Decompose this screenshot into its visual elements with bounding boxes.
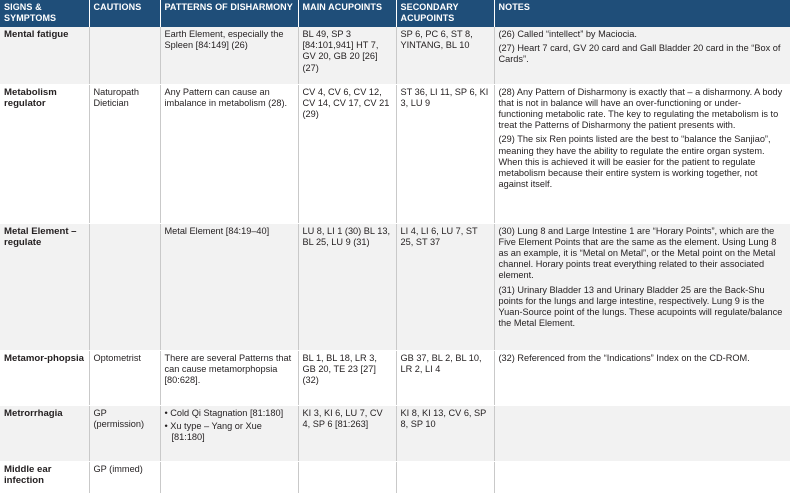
- table-row: [0, 405, 790, 461]
- secondary-acupoints-cell: [396, 461, 494, 493]
- sign-cell: Metabolism regulator: [0, 84, 89, 223]
- patterns-cell: [160, 84, 298, 223]
- header-main-acupoints: MAIN ACUPOINTS: [298, 0, 396, 27]
- table-row: [0, 84, 790, 223]
- caution-cell: [89, 223, 160, 350]
- patterns-cell: [160, 405, 298, 461]
- notes-cell: [494, 405, 790, 461]
- caution-cell: GP (permission): [89, 405, 160, 461]
- sign-cell: Metamor-phopsia: [0, 350, 89, 405]
- secondary-acupoints-cell: SP 6, PC 6, ST 8, YINTANG, BL 10: [396, 27, 494, 84]
- note-text: (29) The six Ren points listed are the best to “balance the Sanjiao”, meaning they have the ability to regulate the entire organ system. When this is achieved it will be easier for the patient to regulate metabolism because their entire system is working together, not against itself.: [498, 134, 771, 190]
- table-row: [0, 223, 790, 350]
- pattern-bullet: • Cold Qi Stagnation [81:180]: [164, 407, 284, 418]
- notes-cell: [494, 461, 790, 493]
- patterns-cell: [160, 27, 298, 84]
- notes-cell: [494, 223, 790, 350]
- note-text: (32) Referenced from the “Indications” Index on the CD-ROM.: [498, 352, 750, 363]
- main-acupoints-cell: [298, 461, 396, 493]
- pattern-text: Metal Element [84:19–40]: [164, 225, 270, 236]
- main-acupoints-cell: BL 49, SP 3 [84:101,941] HT 7, GV 20, GB 20 [26] (27): [298, 27, 396, 84]
- pattern-text: Earth Element, especially the Spleen [84:149] (26): [164, 29, 284, 51]
- note-text: (26) Called “intellect” by Maciocia.: [498, 29, 637, 39]
- pattern-text: Any Pattern can cause an imbalance in metabolism (28).: [164, 86, 288, 108]
- secondary-acupoints-cell: GB 37, BL 2, BL 10, LR 2, LI 4: [396, 350, 494, 405]
- pattern-bullet: • Xu type – Yang or Xue [81:180]: [164, 420, 262, 442]
- note-text: (27) Heart 7 card, GV 20 card and Gall Bladder 20 card in the “Box of Cards”.: [498, 43, 781, 65]
- table-row: [0, 27, 790, 84]
- secondary-acupoints-cell: ST 36, LI 11, SP 6, KI 3, LU 9: [396, 84, 494, 223]
- pattern-text: There are several Patterns that can cause metamorphopsia [80:628].: [164, 352, 292, 385]
- table-row: [0, 461, 790, 493]
- patterns-cell: [160, 350, 298, 405]
- note-text: (31) Urinary Bladder 13 and Urinary Bladder 25 are the Back-Shu points for the lungs and large intestine, respectively. Lung 9 is the Yuan-Source point of the lungs. These acupoints will regulate/balance the Metal Element.: [498, 284, 783, 329]
- table-header: [0, 0, 790, 27]
- sign-cell: Metal Element – regulate: [0, 223, 89, 350]
- pattern-list: [165, 408, 294, 444]
- sign-cell: Middle ear infection: [0, 461, 89, 493]
- notes-cell: [494, 27, 790, 84]
- main-acupoints-cell: LU 8, LI 1 (30) BL 13, BL 25, LU 9 (31): [298, 223, 396, 350]
- caution-cell: [89, 27, 160, 84]
- patterns-cell: [160, 223, 298, 350]
- header-patterns: PATTERNS OF DISHARMONY: [160, 0, 298, 27]
- patterns-cell: [160, 461, 298, 493]
- note-text: (30) Lung 8 and Large Intestine 1 are “Horary Points”, which are the Five Element Points that are the same as the element. Using Lung 8 as an example, it is “Metal on Metal”, or the Metal point on the Metal channel. Horary points treat everything related to their associated element.: [498, 225, 777, 281]
- table-row: [0, 350, 790, 405]
- main-acupoints-cell: KI 3, KI 6, LU 7, CV 4, SP 6 [81:263]: [298, 405, 396, 461]
- header-notes: NOTES: [494, 0, 790, 27]
- sign-cell: Metrorrhagia: [0, 405, 89, 461]
- secondary-acupoints-cell: LI 4, LI 6, LU 7, ST 25, ST 37: [396, 223, 494, 350]
- notes-cell: [494, 350, 790, 405]
- main-acupoints-cell: CV 4, CV 6, CV 12, CV 14, CV 17, CV 21 (29): [298, 84, 396, 223]
- main-acupoints-cell: BL 1, BL 18, LR 3, GB 20, TE 23 [27] (32): [298, 350, 396, 405]
- caution-cell: GP (immed): [89, 461, 160, 493]
- notes-cell: [494, 84, 790, 223]
- header-cautions: CAUTIONS: [89, 0, 160, 27]
- caution-cell: Naturopath Dietician: [89, 84, 160, 223]
- header-signs: SIGNS & SYMPTOMS: [0, 0, 89, 27]
- sign-cell: Mental fatigue: [0, 27, 89, 84]
- header-secondary-acupoints: SECONDARY ACUPOINTS: [396, 0, 494, 27]
- note-text: (28) Any Pattern of Disharmony is exactly that – a disharmony. A body that is not in balance will have an over-functioning or under-functioning metabolic rate. The key to regulating the metabolism is to treat the Patterns of Disharmony the patient presents with.: [498, 86, 783, 131]
- secondary-acupoints-cell: KI 8, KI 13, CV 6, SP 8, SP 10: [396, 405, 494, 461]
- caution-cell: Optometrist: [89, 350, 160, 405]
